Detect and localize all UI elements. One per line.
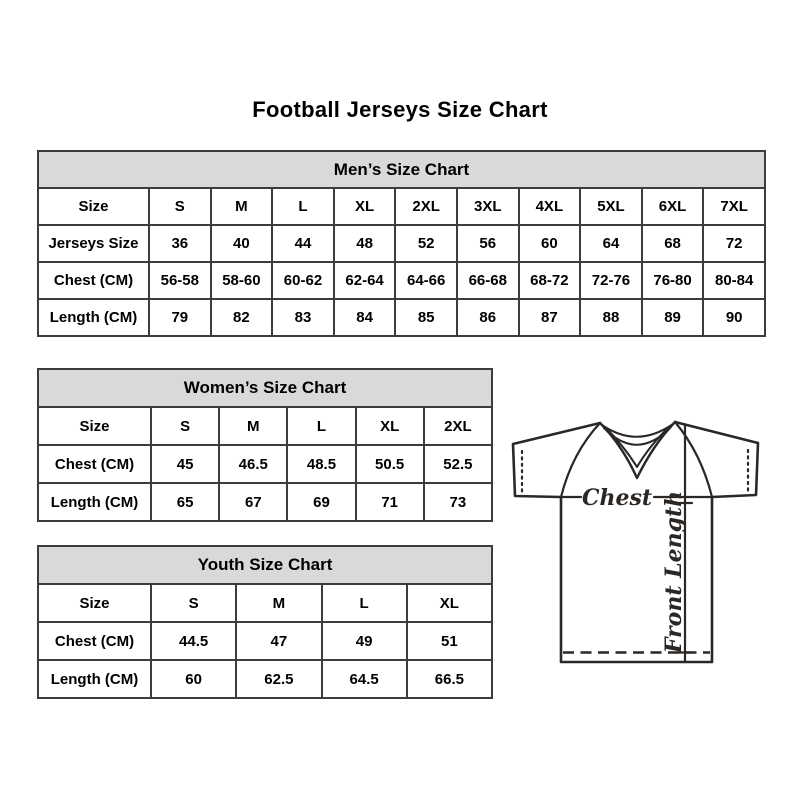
data-cell: 56-58 [149, 262, 211, 299]
youth-table-title: Youth Size Chart [38, 546, 492, 584]
data-cell: 66.5 [407, 660, 492, 698]
youth-table-grid [37, 545, 493, 699]
jersey-outline [513, 422, 758, 662]
row-header-cell: Chest (CM) [38, 622, 151, 660]
data-cell: 52.5 [424, 445, 492, 483]
data-cell: 49 [322, 622, 407, 660]
data-cell: 83 [272, 299, 334, 336]
data-cell: 7XL [703, 188, 765, 225]
row-header-cell: Size [38, 188, 149, 225]
data-cell: XL [356, 407, 424, 445]
data-cell: 85 [395, 299, 457, 336]
data-cell: 89 [642, 299, 704, 336]
womens-size-table [37, 368, 493, 522]
data-cell: 66-68 [457, 262, 519, 299]
data-cell: 2XL [424, 407, 492, 445]
data-cell: 60 [519, 225, 581, 262]
data-cell: 84 [334, 299, 396, 336]
youth-size-table [37, 545, 493, 699]
data-cell: 68 [642, 225, 704, 262]
data-cell: M [211, 188, 273, 225]
data-cell: 64.5 [322, 660, 407, 698]
data-cell: L [287, 407, 355, 445]
data-cell: 82 [211, 299, 273, 336]
data-cell: 36 [149, 225, 211, 262]
row-header-cell: Length (CM) [38, 660, 151, 698]
data-cell: L [272, 188, 334, 225]
data-cell: 60 [151, 660, 236, 698]
data-cell: 65 [151, 483, 219, 521]
data-cell: 76-80 [642, 262, 704, 299]
data-cell: 58-60 [211, 262, 273, 299]
data-cell: M [219, 407, 287, 445]
data-cell: 50.5 [356, 445, 424, 483]
data-cell: S [151, 584, 236, 622]
mens-size-table [37, 150, 766, 337]
data-cell: 51 [407, 622, 492, 660]
data-cell: 56 [457, 225, 519, 262]
data-cell: 88 [580, 299, 642, 336]
data-cell: 86 [457, 299, 519, 336]
womens-table-grid [37, 368, 493, 522]
page-title: Football Jerseys Size Chart [252, 97, 548, 122]
data-cell: 44.5 [151, 622, 236, 660]
row-header-cell: Jerseys Size [38, 225, 149, 262]
data-cell: 73 [424, 483, 492, 521]
data-cell: 90 [703, 299, 765, 336]
data-cell: 62.5 [236, 660, 321, 698]
data-cell: S [151, 407, 219, 445]
data-cell: 80-84 [703, 262, 765, 299]
data-cell: 71 [356, 483, 424, 521]
data-cell: 47 [236, 622, 321, 660]
data-cell: 44 [272, 225, 334, 262]
data-cell: 40 [211, 225, 273, 262]
data-cell: 2XL [395, 188, 457, 225]
data-cell: L [322, 584, 407, 622]
chest-label: Chest [581, 485, 653, 511]
jersey-diagram [495, 405, 775, 675]
row-header-cell: Length (CM) [38, 299, 149, 336]
data-cell: 79 [149, 299, 211, 336]
data-cell: 62-64 [334, 262, 396, 299]
data-cell: 5XL [580, 188, 642, 225]
data-cell: 4XL [519, 188, 581, 225]
mens-table-grid [37, 150, 766, 337]
data-cell: 72 [703, 225, 765, 262]
data-cell: 72-76 [580, 262, 642, 299]
right-shoulder-seam [675, 422, 712, 497]
data-cell: 64-66 [395, 262, 457, 299]
data-cell: 69 [287, 483, 355, 521]
data-cell: 48 [334, 225, 396, 262]
data-cell: 3XL [457, 188, 519, 225]
data-cell: 68-72 [519, 262, 581, 299]
data-cell: 87 [519, 299, 581, 336]
data-cell: XL [334, 188, 396, 225]
womens-table-title: Women’s Size Chart [38, 369, 492, 407]
data-cell: M [236, 584, 321, 622]
row-header-cell: Chest (CM) [38, 445, 151, 483]
row-header-cell: Length (CM) [38, 483, 151, 521]
front-length-label: Front Length [661, 490, 687, 654]
data-cell: 64 [580, 225, 642, 262]
row-header-cell: Chest (CM) [38, 262, 149, 299]
data-cell: 46.5 [219, 445, 287, 483]
data-cell: 6XL [642, 188, 704, 225]
data-cell: 52 [395, 225, 457, 262]
data-cell: 48.5 [287, 445, 355, 483]
data-cell: 67 [219, 483, 287, 521]
data-cell: 45 [151, 445, 219, 483]
data-cell: XL [407, 584, 492, 622]
row-header-cell: Size [38, 584, 151, 622]
data-cell: 60-62 [272, 262, 334, 299]
mens-table-title: Men’s Size Chart [38, 151, 765, 188]
row-header-cell: Size [38, 407, 151, 445]
data-cell: S [149, 188, 211, 225]
